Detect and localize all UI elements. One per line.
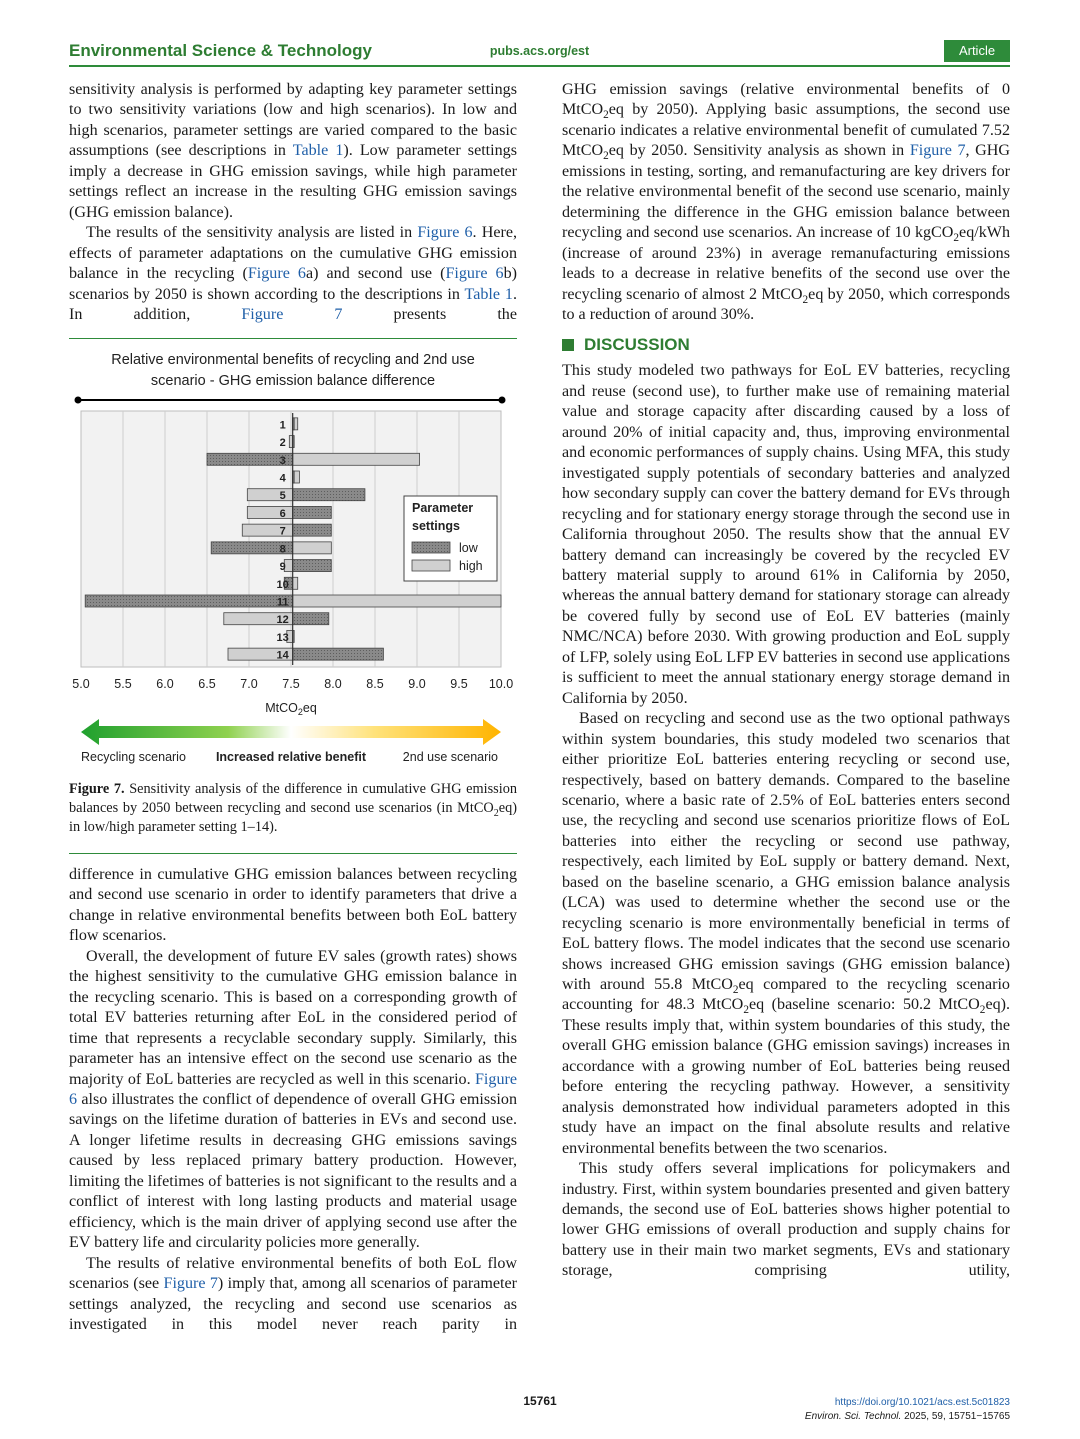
caption-text: Sensitivity analysis of the difference in cumulative GHG emission balances by 2050 between recycling and second use scenarios (in MtCO$_2$eq) in low/high parameter setting 1–14). [69, 781, 517, 835]
chart-title-line2: scenario - GHG emission balance difference [150, 373, 436, 389]
legend-swatch-high [412, 560, 450, 571]
bar-low [293, 489, 365, 501]
subscript: 2 [953, 232, 960, 245]
body-paragraph: This study offers several implications for policymakers and industry. First, within system boundaries presented and given battery demands, the second use of EoL batteries shows higher potential to lower GHG emissions of overall production and supply chains for battery use in their main two market segments, EVs and stationary storage, comprising utility, [562, 1160, 1010, 1280]
benefit-arrow [81, 719, 501, 745]
x-tick-label: 7.5 [282, 677, 300, 691]
body-paragraph: GHG emission savings (relative environmental benefits of 0 MtCO$_2$eq by 2050). Applying basic assumptions, the second use scenario indicates a relative environmental benefit of cumulated 7.52 MtCO$_2$eq by 2050. Sensitivity analysis as shown in Figure 7, GHG emissions in testing, sorting, and remanufacturing are key drivers for the relative environmental benefit of the second use scenario, mainly determining the difference in the GHG emission balance between recycling and second use scenarios. An increase of 10 kgCO$_2$eq/kWh (increase of around 23%) in average remanufacturing emissions leads to a decrease in relative benefits of the second use over the recycling scenario of almost 2 MtCO$_2$eq by 2050, which corresponds to a reduction of around 30%. [562, 81, 1010, 323]
body-paragraph: Overall, the development of future EV sales (growth rates) shows the highest sensitivity to the cumulative GHG emission balance in the recycling scenario. This is based on a corresponding growth of total EV batteries returning after EoL in the considered period of time that represents a recyclable secondary supply. Similarly, this parameter has an intensive effect on the second use scenario as the majority of EoL batteries are recycled as well in this scenario. Figure 6 also illustrates the conflict of dependence of overall GHG emission savings on the lifetime duration of batteries in EVs and second use. A longer lifetime results in decreasing GHG emissions savings caused by less replaced primary battery production. However, limiting the lifetimes of batteries is not significant to the results and a conflict of interest with long lasting products and material usage efficiency, which is the main driver of applying second use after the EV battery life and circularity policies more generally. [69, 947, 517, 1252]
reference-link[interactable]: Figure 6 [445, 265, 504, 283]
reference-link[interactable]: Figure 7 [241, 305, 343, 323]
legend-swatch-low [412, 542, 450, 553]
subscript: 2 [603, 109, 609, 122]
bar-high [293, 595, 501, 607]
bar-low [293, 648, 384, 660]
category-label: 4 [279, 472, 286, 485]
section-heading-discussion [562, 331, 1010, 359]
citation-journal: Environ. Sci. Technol. [804, 1411, 902, 1422]
right-column [562, 80, 1010, 1282]
category-label: 13 [276, 631, 289, 644]
citation-line [805, 1410, 1010, 1424]
reference-link[interactable]: Figure 6 [417, 224, 473, 242]
figure-top-rule [69, 338, 517, 339]
arrow-label-benefit: Increased relative benefit [215, 750, 367, 764]
legend-label-high: high [459, 559, 483, 573]
journal-site-link[interactable]: pubs.acs.org/est [489, 44, 590, 58]
category-label: 8 [279, 543, 286, 556]
page-header [69, 40, 1010, 66]
heading-text: DISCUSSION [584, 335, 690, 355]
body-paragraph: This study modeled two pathways for EoL EV batteries, recycling and reuse (second use), to further make use of remaining material value and storage capacity after discarding caused by a loss of around 20% of initial capacity and, thus, improving environmental and economic performances of supply chains. Using MFA, this study investigated supply potentials of secondary batteries and analyzed how secondary supply can cover the battery demand for EVs through recycling and for stationary energy storage through the second use in California throughout 2050. The results show that the annual EV battery demand can increasingly be covered by the recycled EV battery material supply to around 61% in California by 2050, whereas the annual battery demand for stationary storage can already be covered fully by second use of EoL EV batteries (mainly NMC/NCA) before 2030. With growing production and EoL supply of LFP, solely using EoL LFP EV batteries in second use applications is sufficient to meet the annual stationary energy storage demand in California by 2050. [562, 362, 1010, 707]
arrow-label-recycling: Recycling scenario [81, 750, 186, 764]
x-tick-label: 5.5 [114, 677, 132, 691]
legend-title-line1: Parameter [412, 501, 474, 515]
reference-link[interactable]: Figure 7 [909, 142, 966, 160]
x-tick-label: 5.0 [72, 677, 90, 691]
category-label: 1 [279, 419, 286, 432]
bar-low [293, 613, 329, 625]
category-label: 11 [276, 596, 289, 609]
legend-label-low: low [459, 541, 478, 555]
category-label: 6 [279, 507, 286, 520]
category-label: 9 [279, 561, 286, 574]
body-paragraph: Based on recycling and second use as the two optional pathways within system boundaries, this study modeled two scenarios that either prioritize EoL batteries entering recycling or second use, respectively, based on battery demands. Compared to the baseline scenario, where a basic rate of 2.5% of EoL batteries enters second use, the recycling and second use scenarios prioritize flows of EoL batteries into either the recycling or second use pathway, respectively, each limited by EoL supply or battery demand. Next, based on the baseline scenario, a GHG emission balance analysis (LCA) was used to determine whether the second use or the recycling scenario is more environmentally beneficial in terms of EoL battery flows. The model indicates that the second use scenario shows increased GHG emission savings (GHG emission balance) with around 55.8 MtCO$_2$eq compared to the recycling scenario accounting for 48.3 MtCO$_2$eq (baseline scenario: 50.2 MtCO$_2$eq). These results imply that, within system boundaries of this study, the overall GHG emission balance (GHG emission savings) increases in accordance with a growing number of EoL batteries being reused before entering the recycling pathway. However, a sensitivity analysis demonstrated how individual parameters adopted in this study have an impact on the final absolute results and relative environmental benefits between the two scenarios. [562, 710, 1011, 1157]
category-label: 10 [276, 578, 289, 591]
citation-volume: 2025, 59, 15751−15765 [904, 1411, 1010, 1422]
category-label: 2 [279, 437, 286, 450]
subscript: 2 [603, 150, 609, 163]
subscript: 2 [979, 1004, 986, 1017]
divider-left-dot [75, 397, 82, 404]
header-rule [69, 65, 1010, 67]
bar-high [293, 542, 332, 554]
bar-low [293, 524, 332, 536]
bar-low [293, 506, 332, 518]
body-paragraph: difference in cumulative GHG emission balances between recycling and second use scenario in order to identify parameters that drive a change in relative environmental benefits between both EoL battery flow scenarios. [69, 866, 517, 945]
chart-title-line1: Relative environmental benefits of recycling and 2nd use [111, 352, 475, 368]
x-tick-label: 9.5 [450, 677, 468, 691]
discussion-body [562, 361, 1010, 1281]
article-type-badge: Article [944, 40, 1010, 62]
bar-high [247, 506, 292, 518]
divider-right-dot [499, 397, 506, 404]
body-paragraph: sensitivity analysis is performed by adapting key parameter settings to two sensitivity variations (low and high scenarios). In low and high scenarios, parameter settings are varied compared to the basic assumptions (see descriptions in Table 1). Low parameter settings imply a decrease in GHG emission savings, while high parameter settings reflect an increase in the resulting GHG emission savings (GHG emission balance). [69, 81, 517, 221]
x-tick-label: 8.5 [366, 677, 384, 691]
bar-low [293, 560, 332, 572]
x-tick-label: 6.5 [198, 677, 216, 691]
category-label: 3 [279, 454, 286, 467]
category-label: 12 [276, 614, 289, 627]
heading-square-icon [562, 339, 574, 351]
category-label: 5 [279, 490, 286, 503]
reference-link[interactable]: Figure 6 [247, 265, 306, 283]
subscript: 2 [802, 293, 809, 306]
bar-low [85, 595, 292, 607]
reference-link[interactable]: Table 1 [292, 142, 344, 160]
journal-title: Environmental Science & Technology [69, 41, 372, 60]
figure-caption [69, 780, 517, 837]
subscript: 2 [732, 984, 739, 997]
category-label: 7 [279, 525, 286, 538]
caption-label: Figure 7. [69, 781, 125, 797]
bar-high [293, 453, 420, 465]
category-label: 14 [276, 649, 289, 662]
x-tick-label: 9.0 [408, 677, 426, 691]
subscript: 2 [743, 1004, 749, 1017]
figure-bottom-rule [69, 853, 517, 854]
body-paragraph: The results of the sensitivity analysis are listed in Figure 6. Here, effects of parameter adaptations on the cumulative GHG emission balance in the recycling (Figure 6a) and second use (Figure 6b) scenarios by 2050 is shown according to the descriptions in Table 1. In addition, Figure 7 presents the [69, 224, 517, 323]
sensitivity-chart [69, 341, 517, 771]
bar-high [247, 489, 292, 501]
legend-title-line2: settings [412, 519, 460, 533]
page-number: 15761 [523, 1394, 557, 1408]
x-axis-label: MtCO$_2$eq [265, 701, 317, 717]
bar-high [293, 577, 298, 589]
left-column-bottom [69, 865, 517, 1335]
x-tick-label: 7.0 [240, 677, 258, 691]
reference-link[interactable]: Figure 6 [69, 1070, 517, 1108]
x-tick-label: 6.0 [156, 677, 174, 691]
legend [404, 496, 497, 581]
reference-link[interactable]: Table 1 [464, 285, 513, 303]
footer-citation [805, 1396, 1010, 1424]
left-column-top [69, 80, 517, 325]
x-tick-label: 10.0 [488, 677, 514, 691]
body-paragraph: The results of relative environmental benefits of both EoL flow scenarios (see Figure 7) imply that, among all scenarios of parameter settings analyzed, the recycling and second use scenarios as investigated in this model never reach parity in [69, 1254, 517, 1333]
reference-link[interactable]: Figure 7 [163, 1275, 218, 1293]
doi-link[interactable]: https://doi.org/10.1021/acs.est.5c01823 [834, 1397, 1010, 1408]
x-tick-label: 8.0 [324, 677, 342, 691]
figure-7 [69, 341, 517, 771]
arrow-label-second-use: 2nd use scenario [402, 750, 498, 764]
